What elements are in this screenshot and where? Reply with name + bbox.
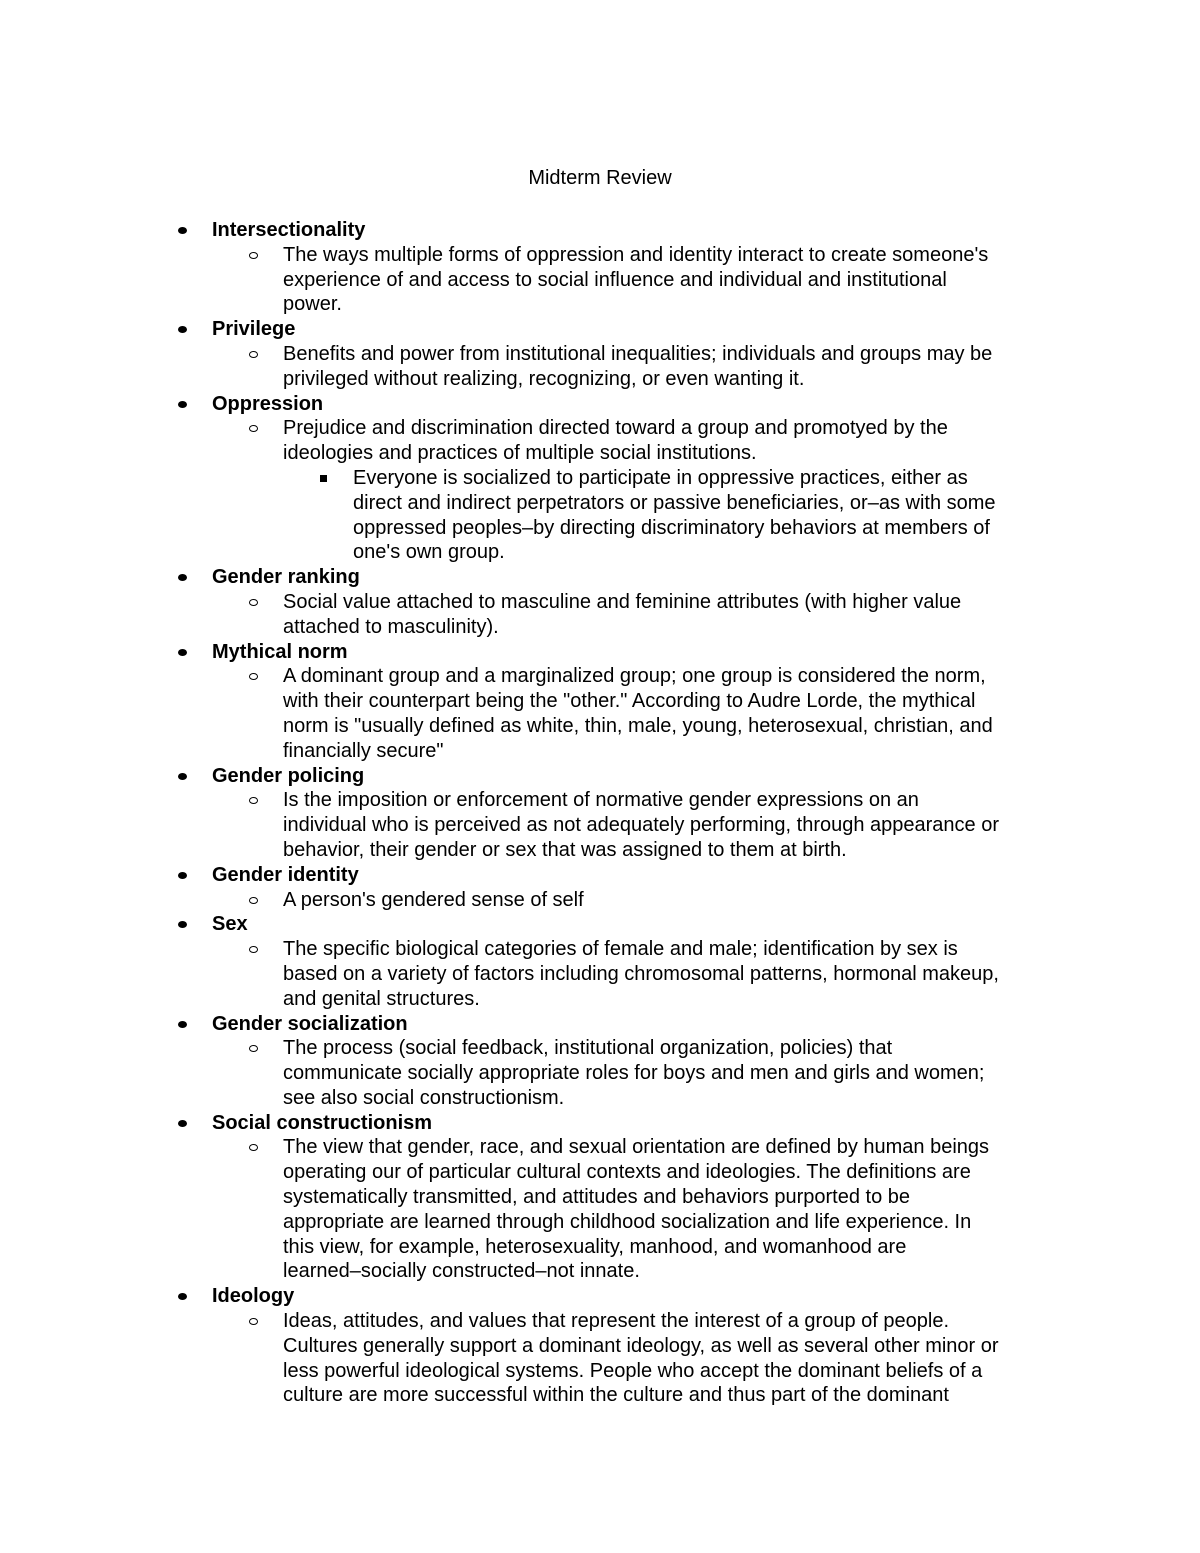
term-heading [0, 392, 1200, 417]
bullet-circle-icon [249, 1045, 258, 1052]
term-heading [0, 863, 1200, 888]
page-title: Midterm Review [528, 167, 672, 189]
definition-line: appropriate are learned through childhood socialization and life experience. In [283, 1210, 972, 1233]
term-subpoint [0, 466, 1058, 565]
definition-line: The specific biological categories of female and male; identification by sex is [283, 938, 958, 961]
term-definition [0, 937, 1058, 1011]
term-heading [0, 1284, 1200, 1309]
bullet-circle-icon [249, 897, 258, 904]
definition-line: The ways multiple forms of oppression and identity interact to create someone's [283, 243, 989, 266]
term-definition [0, 1036, 1058, 1110]
term-label: Mythical norm [212, 640, 348, 663]
term-heading [0, 218, 1200, 243]
bullet-disc-icon [178, 921, 187, 928]
subpoint-line: Everyone is socialized to participate in oppressive practices, either as [353, 466, 968, 489]
bullet-circle-icon [249, 252, 258, 259]
term-label: Oppression [212, 392, 324, 415]
term-definition [0, 788, 1058, 862]
definition-line: power. [283, 293, 342, 316]
term-definition [0, 1309, 1058, 1408]
term-definition [0, 888, 1058, 913]
subpoint-line: one's own group. [353, 541, 505, 564]
definition-line: financially secure" [283, 739, 444, 762]
definition-line: Cultures generally support a dominant ideology, as well as several other minor or [283, 1334, 999, 1357]
definition-line: behavior, their gender or sex that was assigned to them at birth. [283, 838, 847, 861]
definition-line: The process (social feedback, institutional organization, policies) that [283, 1037, 893, 1060]
term-heading [0, 317, 1200, 342]
bullet-circle-icon [249, 1318, 258, 1325]
term-definition [0, 590, 1058, 640]
bullet-square-icon [320, 475, 327, 482]
term-heading [0, 1111, 1200, 1136]
definition-line: A person's gendered sense of self [283, 888, 584, 911]
bullet-disc-icon [178, 872, 187, 879]
bullet-disc-icon [178, 574, 187, 581]
term-definition [0, 342, 1058, 392]
term-definition [0, 243, 1058, 317]
definition-line: The view that gender, race, and sexual orientation are defined by human beings [283, 1136, 990, 1159]
term-heading [0, 764, 1200, 789]
term-label: Ideology [212, 1285, 295, 1308]
term-label: Privilege [212, 318, 296, 341]
definition-line: individual who is perceived as not adequately performing, through appearance or [283, 814, 1000, 837]
bullet-disc-icon [178, 1021, 187, 1028]
definition-line: Is the imposition or enforcement of normative gender expressions on an [283, 789, 919, 812]
term-heading [0, 565, 1200, 590]
bullet-circle-icon [249, 673, 258, 680]
bullet-circle-icon [249, 797, 258, 804]
bullet-circle-icon [249, 351, 258, 358]
bullet-disc-icon [178, 1293, 187, 1300]
term-definition [0, 1135, 1058, 1284]
definition-line: A dominant group and a marginalized group; one group is considered the norm, [283, 665, 986, 688]
term-definition [0, 416, 1058, 466]
bullet-circle-icon [249, 946, 258, 953]
bullet-circle-icon [249, 599, 258, 606]
bullet-disc-icon [178, 401, 187, 408]
definition-line: privileged without realizing, recognizing, or even wanting it. [283, 367, 805, 390]
definition-line: Benefits and power from institutional inequalities; individuals and groups may be [283, 342, 993, 365]
term-label: Gender socialization [212, 1012, 408, 1035]
subpoint-line: direct and indirect perpetrators or passive beneficiaries, or–as with some [353, 491, 996, 514]
definition-line: culture are more successful within the culture and thus part of the dominant [283, 1384, 949, 1407]
definition-line: with their counterpart being the "other." According to Audre Lorde, the mythical [283, 690, 976, 713]
definition-line: less powerful ideological systems. People who accept the dominant beliefs of a [283, 1359, 983, 1382]
bullet-disc-icon [178, 773, 187, 780]
term-label: Intersectionality [212, 219, 366, 241]
subpoint-line: oppressed peoples–by directing discriminatory behaviors at members of [353, 516, 990, 539]
definition-line: this view, for example, heterosexuality, manhood, and womanhood are [283, 1235, 907, 1258]
term-heading [0, 1012, 1200, 1037]
definition-line: operating our of particular cultural contexts and ideologies. The definitions are [283, 1161, 971, 1184]
definition-line: and genital structures. [283, 987, 480, 1010]
term-definition [0, 664, 1058, 763]
term-label: Gender ranking [212, 566, 360, 589]
bullet-disc-icon [178, 326, 187, 333]
definition-line: communicate socially appropriate roles for boys and men and girls and women; [283, 1062, 985, 1085]
definition-line: ideologies and practices of multiple social institutions. [283, 442, 757, 465]
definition-line: learned–socially constructed–not innate. [283, 1260, 640, 1283]
definition-line: experience of and access to social influence and individual and institutional [283, 268, 947, 291]
definition-line: based on a variety of factors including chromosomal patterns, hormonal makeup, [283, 962, 999, 985]
definition-line: attached to masculinity). [283, 615, 499, 638]
bullet-circle-icon [249, 1144, 258, 1151]
definition-line: Prejudice and discrimination directed toward a group and promotyed by the [283, 417, 948, 440]
bullet-disc-icon [178, 1120, 187, 1127]
term-label: Gender policing [212, 764, 365, 787]
bullet-disc-icon [178, 649, 187, 656]
definition-line: Ideas, attitudes, and values that represent the interest of a group of people. [283, 1310, 949, 1333]
bullet-disc-icon [178, 227, 187, 234]
definition-line: norm is "usually defined as white, thin, male, young, heterosexual, christian, and [283, 714, 993, 737]
definition-line: systematically transmitted, and attitudes and behaviors purported to be [283, 1186, 911, 1209]
term-label: Sex [212, 913, 248, 936]
definition-line: Social value attached to masculine and feminine attributes (with higher value [283, 590, 962, 613]
term-label: Social constructionism [212, 1111, 433, 1134]
term-heading [0, 640, 1200, 665]
term-list [0, 218, 1200, 1408]
term-heading [0, 912, 1200, 937]
term-label: Gender identity [212, 863, 359, 886]
definition-line: see also social constructionism. [283, 1086, 565, 1109]
bullet-circle-icon [249, 425, 258, 432]
